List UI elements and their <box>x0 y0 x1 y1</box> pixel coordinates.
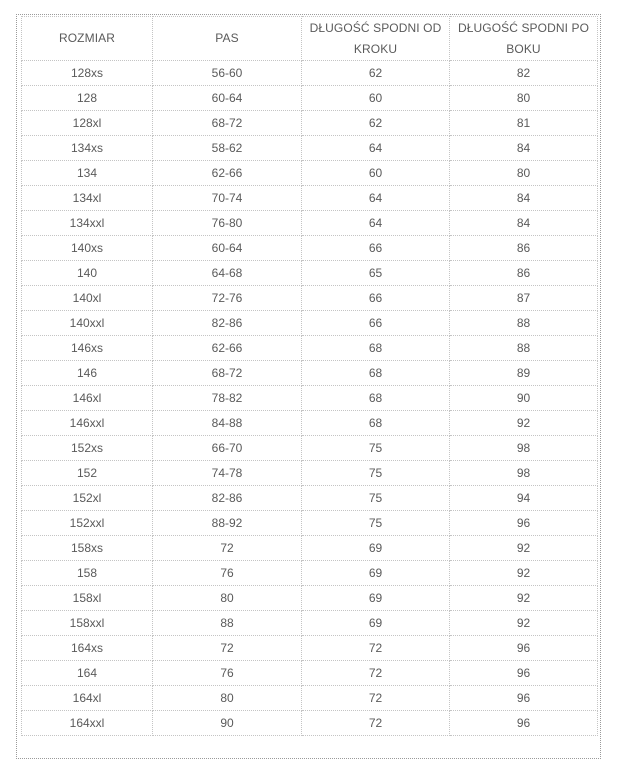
cell-rozmiar: 158xl <box>22 586 153 611</box>
table-header <box>22 17 598 61</box>
cell-rozmiar: 164xs <box>22 636 153 661</box>
table-row <box>22 286 598 311</box>
table-row <box>22 61 598 86</box>
table-row <box>22 711 598 736</box>
cell-pas: 82-86 <box>153 486 302 511</box>
table-row <box>22 111 598 136</box>
cell-dlugosc-od-kroku: 75 <box>302 486 450 511</box>
table-row <box>22 661 598 686</box>
cell-dlugosc-od-kroku: 60 <box>302 161 450 186</box>
cell-pas: 80 <box>153 686 302 711</box>
table-row <box>22 311 598 336</box>
cell-rozmiar: 164 <box>22 661 153 686</box>
cell-dlugosc-po-boku: 82 <box>450 61 598 86</box>
cell-rozmiar: 146 <box>22 361 153 386</box>
cell-pas: 58-62 <box>153 136 302 161</box>
cell-dlugosc-od-kroku: 62 <box>302 61 450 86</box>
cell-dlugosc-od-kroku: 72 <box>302 711 450 736</box>
header-dlugosc-po-boku: DŁUGOŚĆ SPODNI PO BOKU <box>450 17 598 61</box>
cell-pas: 80 <box>153 586 302 611</box>
cell-dlugosc-od-kroku: 64 <box>302 136 450 161</box>
header-row <box>22 17 598 61</box>
cell-dlugosc-po-boku: 88 <box>450 311 598 336</box>
table-row <box>22 636 598 661</box>
cell-dlugosc-po-boku: 87 <box>450 286 598 311</box>
table-row <box>22 411 598 436</box>
cell-dlugosc-po-boku: 96 <box>450 661 598 686</box>
cell-dlugosc-po-boku: 98 <box>450 436 598 461</box>
cell-dlugosc-od-kroku: 72 <box>302 686 450 711</box>
cell-rozmiar: 128xs <box>22 61 153 86</box>
cell-rozmiar: 134 <box>22 161 153 186</box>
cell-rozmiar: 158xs <box>22 536 153 561</box>
cell-dlugosc-po-boku: 96 <box>450 686 598 711</box>
cell-dlugosc-po-boku: 89 <box>450 361 598 386</box>
table-row <box>22 261 598 286</box>
cell-pas: 56-60 <box>153 61 302 86</box>
cell-pas: 62-66 <box>153 336 302 361</box>
table-row <box>22 336 598 361</box>
cell-pas: 62-66 <box>153 161 302 186</box>
cell-rozmiar: 140xxl <box>22 311 153 336</box>
cell-pas: 68-72 <box>153 111 302 136</box>
cell-pas: 70-74 <box>153 186 302 211</box>
table-row <box>22 561 598 586</box>
cell-rozmiar: 140xl <box>22 286 153 311</box>
cell-pas: 78-82 <box>153 386 302 411</box>
cell-rozmiar: 146xl <box>22 386 153 411</box>
cell-dlugosc-od-kroku: 65 <box>302 261 450 286</box>
cell-dlugosc-po-boku: 84 <box>450 186 598 211</box>
cell-dlugosc-od-kroku: 69 <box>302 586 450 611</box>
table-row <box>22 86 598 111</box>
cell-rozmiar: 152xs <box>22 436 153 461</box>
cell-dlugosc-od-kroku: 66 <box>302 311 450 336</box>
cell-pas: 88 <box>153 611 302 636</box>
table-row <box>22 186 598 211</box>
cell-rozmiar: 134xl <box>22 186 153 211</box>
cell-dlugosc-od-kroku: 60 <box>302 86 450 111</box>
cell-rozmiar: 152xxl <box>22 511 153 536</box>
table-row <box>22 586 598 611</box>
cell-pas: 76-80 <box>153 211 302 236</box>
cell-rozmiar: 146xs <box>22 336 153 361</box>
cell-dlugosc-po-boku: 98 <box>450 461 598 486</box>
cell-dlugosc-od-kroku: 69 <box>302 536 450 561</box>
cell-dlugosc-po-boku: 96 <box>450 711 598 736</box>
cell-dlugosc-po-boku: 86 <box>450 261 598 286</box>
cell-dlugosc-po-boku: 92 <box>450 411 598 436</box>
cell-pas: 76 <box>153 561 302 586</box>
cell-rozmiar: 164xxl <box>22 711 153 736</box>
cell-rozmiar: 134xxl <box>22 211 153 236</box>
cell-pas: 72 <box>153 536 302 561</box>
cell-rozmiar: 140 <box>22 261 153 286</box>
table-row <box>22 361 598 386</box>
table-row <box>22 161 598 186</box>
cell-rozmiar: 128 <box>22 86 153 111</box>
cell-dlugosc-po-boku: 96 <box>450 636 598 661</box>
cell-pas: 84-88 <box>153 411 302 436</box>
cell-rozmiar: 152xl <box>22 486 153 511</box>
cell-dlugosc-po-boku: 92 <box>450 536 598 561</box>
header-pas: PAS <box>153 17 302 61</box>
cell-dlugosc-od-kroku: 69 <box>302 561 450 586</box>
cell-dlugosc-po-boku: 92 <box>450 561 598 586</box>
cell-pas: 68-72 <box>153 361 302 386</box>
cell-dlugosc-od-kroku: 68 <box>302 361 450 386</box>
table-row <box>22 386 598 411</box>
cell-dlugosc-od-kroku: 66 <box>302 286 450 311</box>
cell-rozmiar: 128xl <box>22 111 153 136</box>
cell-dlugosc-po-boku: 94 <box>450 486 598 511</box>
cell-dlugosc-po-boku: 90 <box>450 386 598 411</box>
cell-dlugosc-od-kroku: 68 <box>302 336 450 361</box>
cell-dlugosc-po-boku: 92 <box>450 611 598 636</box>
cell-dlugosc-po-boku: 84 <box>450 136 598 161</box>
cell-pas: 76 <box>153 661 302 686</box>
cell-dlugosc-od-kroku: 64 <box>302 186 450 211</box>
cell-dlugosc-od-kroku: 69 <box>302 611 450 636</box>
cell-dlugosc-od-kroku: 66 <box>302 236 450 261</box>
cell-pas: 72 <box>153 636 302 661</box>
table-row <box>22 686 598 711</box>
cell-dlugosc-po-boku: 96 <box>450 511 598 536</box>
cell-pas: 60-64 <box>153 86 302 111</box>
cell-pas: 74-78 <box>153 461 302 486</box>
size-chart-table <box>21 16 598 736</box>
cell-pas: 64-68 <box>153 261 302 286</box>
cell-pas: 72-76 <box>153 286 302 311</box>
cell-rozmiar: 158xxl <box>22 611 153 636</box>
cell-rozmiar: 134xs <box>22 136 153 161</box>
cell-pas: 88-92 <box>153 511 302 536</box>
cell-dlugosc-od-kroku: 68 <box>302 411 450 436</box>
table-row <box>22 436 598 461</box>
cell-dlugosc-po-boku: 84 <box>450 211 598 236</box>
table-row <box>22 211 598 236</box>
table-row <box>22 611 598 636</box>
cell-dlugosc-po-boku: 81 <box>450 111 598 136</box>
table-row <box>22 461 598 486</box>
cell-rozmiar: 140xs <box>22 236 153 261</box>
cell-pas: 82-86 <box>153 311 302 336</box>
table-body <box>22 61 598 736</box>
cell-dlugosc-od-kroku: 75 <box>302 436 450 461</box>
cell-dlugosc-po-boku: 88 <box>450 336 598 361</box>
table-row <box>22 511 598 536</box>
header-dlugosc-od-kroku: DŁUGOŚĆ SPODNI OD KROKU <box>302 17 450 61</box>
cell-dlugosc-od-kroku: 68 <box>302 386 450 411</box>
cell-pas: 90 <box>153 711 302 736</box>
cell-dlugosc-po-boku: 80 <box>450 86 598 111</box>
table-row <box>22 536 598 561</box>
cell-dlugosc-od-kroku: 72 <box>302 661 450 686</box>
cell-rozmiar: 152 <box>22 461 153 486</box>
cell-dlugosc-od-kroku: 72 <box>302 636 450 661</box>
cell-dlugosc-od-kroku: 75 <box>302 511 450 536</box>
cell-pas: 66-70 <box>153 436 302 461</box>
table-row <box>22 486 598 511</box>
cell-dlugosc-po-boku: 86 <box>450 236 598 261</box>
cell-rozmiar: 158 <box>22 561 153 586</box>
cell-dlugosc-po-boku: 92 <box>450 586 598 611</box>
table-row <box>22 236 598 261</box>
cell-rozmiar: 146xxl <box>22 411 153 436</box>
cell-rozmiar: 164xl <box>22 686 153 711</box>
cell-dlugosc-od-kroku: 75 <box>302 461 450 486</box>
cell-dlugosc-od-kroku: 62 <box>302 111 450 136</box>
header-rozmiar: ROZMIAR <box>22 17 153 61</box>
cell-dlugosc-od-kroku: 64 <box>302 211 450 236</box>
cell-pas: 60-64 <box>153 236 302 261</box>
cell-dlugosc-po-boku: 80 <box>450 161 598 186</box>
table-row <box>22 136 598 161</box>
